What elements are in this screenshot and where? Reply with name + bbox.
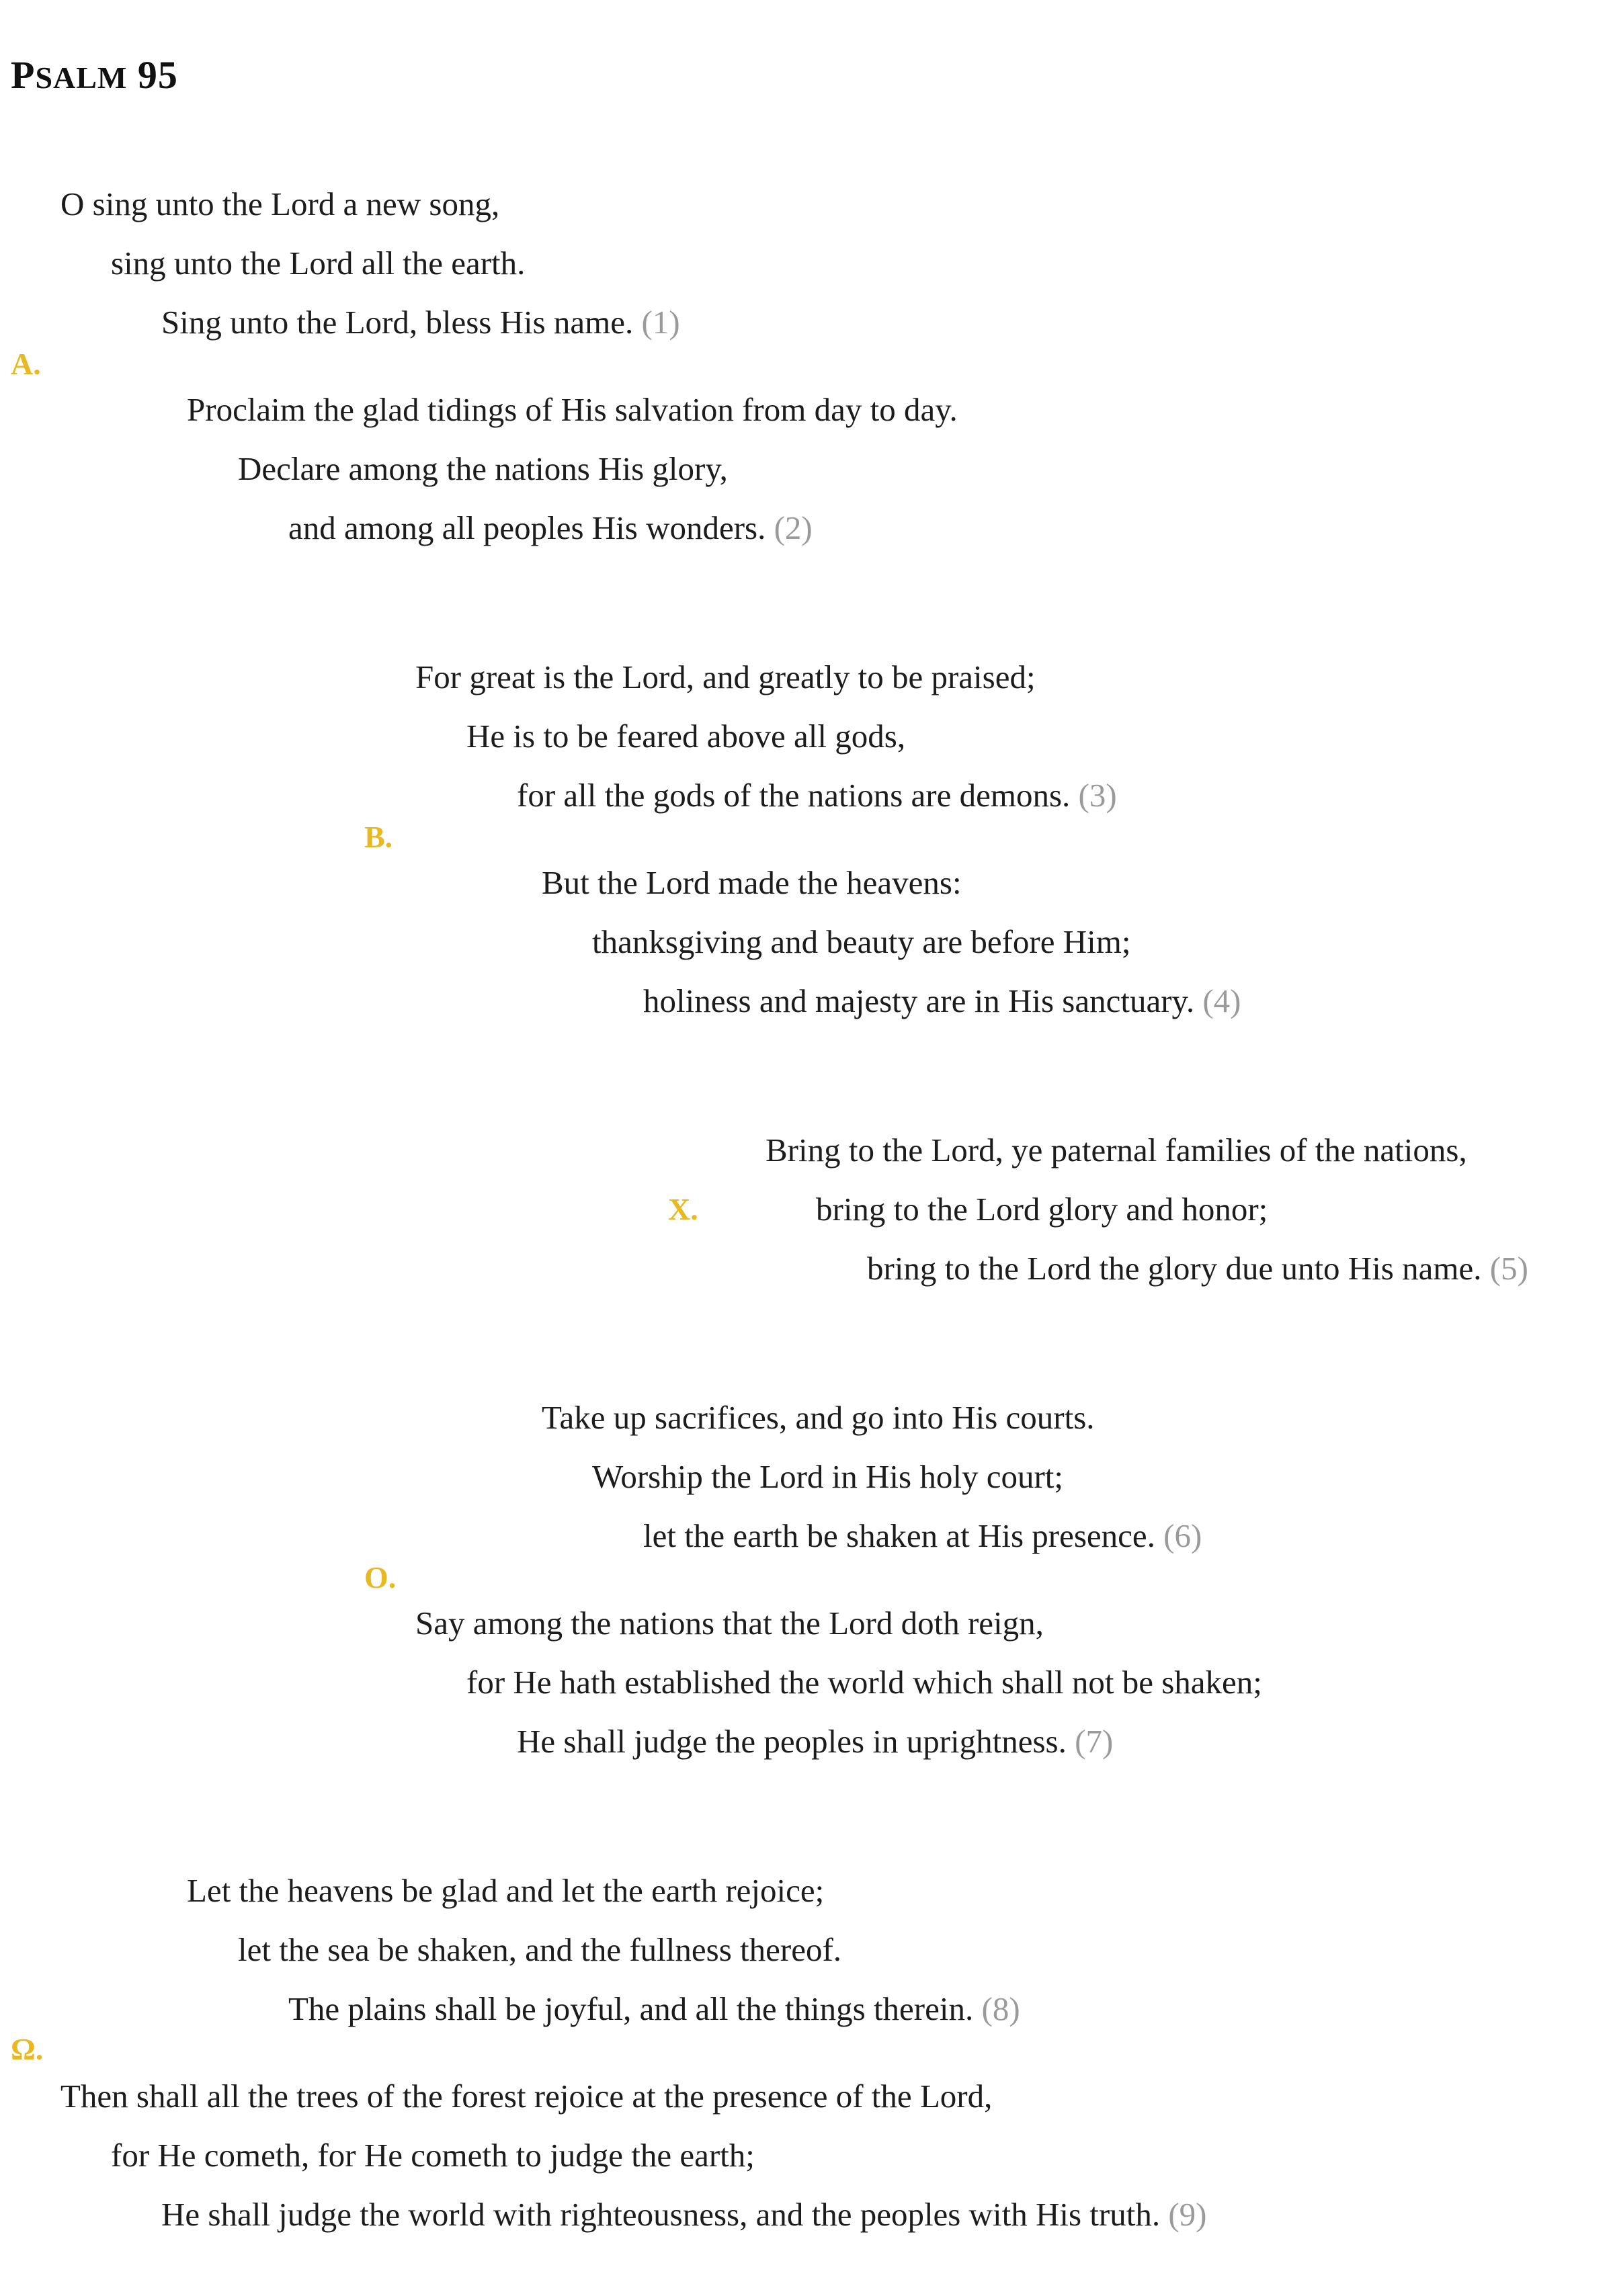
verse-number: (8) xyxy=(981,1990,1020,2027)
verse-number: (7) xyxy=(1075,1723,1114,1760)
page-title xyxy=(11,52,178,97)
verse-line: Proclaim the glad tidings of His salvation from day to day. xyxy=(187,391,958,428)
verse-line: for He hath established the world which shall not be shaken; xyxy=(466,1664,1262,1701)
verse-number: (6) xyxy=(1163,1517,1202,1554)
verse-line: sing unto the Lord all the earth. xyxy=(111,245,526,282)
verse-line: thanksgiving and beauty are before Him; xyxy=(592,923,1131,960)
verse-line: He is to be feared above all gods, xyxy=(466,718,906,755)
verse-number: (2) xyxy=(774,509,813,546)
title-number: 95 xyxy=(137,53,178,97)
verse-line: Let the heavens be glad and let the earth rejoice; xyxy=(187,1872,825,1909)
verse-line: Then shall all the trees of the forest rejoice at the presence of the Lord, xyxy=(60,2078,993,2115)
verse-line: for all the gods of the nations are demons. (3) xyxy=(517,777,1117,814)
verse-line: and among all peoples His wonders. (2) xyxy=(288,509,813,546)
verse-line: O sing unto the Lord a new song, xyxy=(60,185,500,222)
section-mark-x: X. xyxy=(668,1192,698,1226)
title-initial: P xyxy=(11,53,36,97)
verse-number: (5) xyxy=(1489,1250,1528,1287)
verse-line: Declare among the nations His glory, xyxy=(238,450,728,487)
verse-number: (1) xyxy=(641,304,680,341)
verse-line: Bring to the Lord, ye paternal families of the nations, xyxy=(766,1132,1467,1168)
verse-line: But the Lord made the heavens: xyxy=(542,864,962,901)
verse-line: For great is the Lord, and greatly to be praised; xyxy=(415,658,1036,695)
verse-line: The plains shall be joyful, and all the things therein. (8) xyxy=(288,1990,1020,2027)
section-mark-b: B. xyxy=(364,820,393,854)
section-mark-omega: Ω. xyxy=(11,2032,44,2066)
verse-line: He shall judge the world with righteousness, and the peoples with His truth. (9) xyxy=(161,2196,1207,2233)
verse-number: (9) xyxy=(1168,2196,1207,2233)
verse-line: holiness and majesty are in His sanctuary. (4) xyxy=(643,982,1241,1019)
verse-line: Sing unto the Lord, bless His name. (1) xyxy=(161,304,680,341)
verse-line: let the sea be shaken, and the fullness thereof. xyxy=(238,1931,842,1968)
verse-number: (4) xyxy=(1202,982,1241,1019)
section-mark-a: A. xyxy=(11,347,41,381)
verse-line: He shall judge the peoples in uprightness. (7) xyxy=(517,1723,1114,1760)
verse-line: bring to the Lord glory and honor; xyxy=(816,1191,1268,1228)
verse-line: let the earth be shaken at His presence. (6) xyxy=(643,1517,1202,1554)
verse-line: for He cometh, for He cometh to judge the earth; xyxy=(111,2137,755,2174)
title-rest: SALM xyxy=(35,60,128,95)
verse-line: Take up sacrifices, and go into His courts. xyxy=(542,1399,1095,1436)
verse-line: Worship the Lord in His holy court; xyxy=(592,1458,1064,1495)
section-mark-o: O. xyxy=(364,1560,397,1595)
verse-line: Say among the nations that the Lord doth reign, xyxy=(415,1605,1044,1642)
verse-line: bring to the Lord the glory due unto His name. (5) xyxy=(867,1250,1528,1287)
verse-number: (3) xyxy=(1078,777,1117,814)
